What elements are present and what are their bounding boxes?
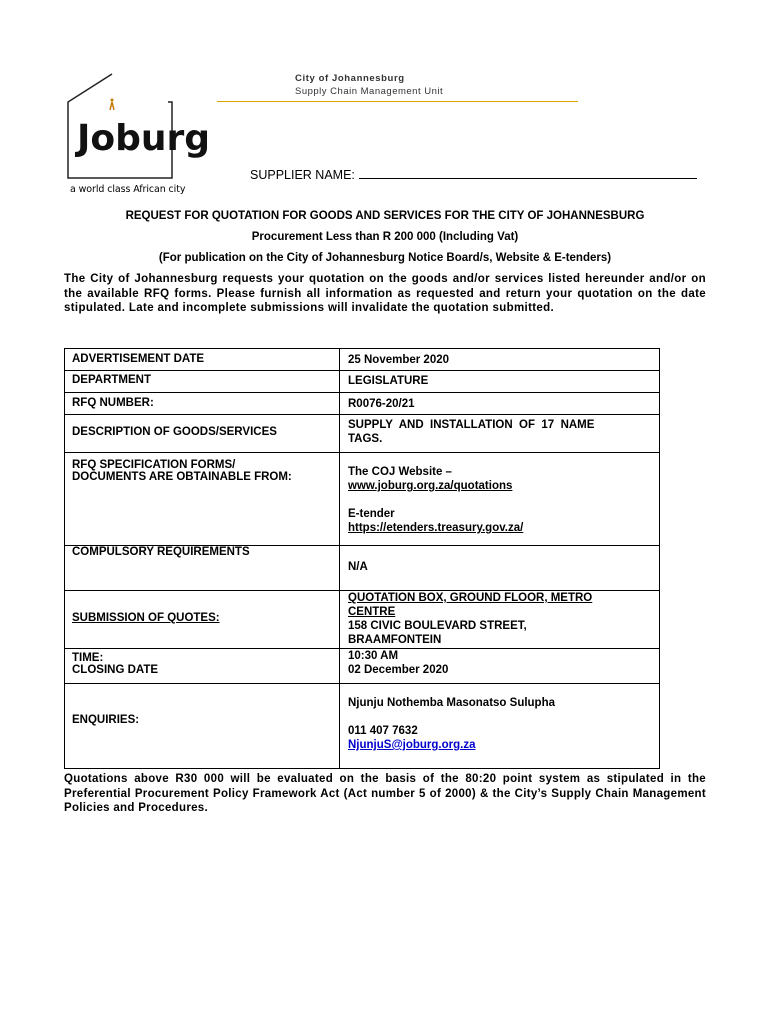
enquiries-phone: 011 407 7632 <box>348 725 418 737</box>
coj-website-link[interactable]: www.joburg.org.za/quotations <box>348 480 513 492</box>
document-title: REQUEST FOR QUOTATION FOR GOODS AND SERVICES FOR THE CITY OF JOHANNESBURG <box>125 210 645 222</box>
description-label: DESCRIPTION OF GOODS/SERVICES <box>65 415 340 452</box>
advertisement-value: 25 November 2020 <box>348 354 450 366</box>
closing-date-value: 02 December 2020 <box>348 664 449 676</box>
submission-line-3: 158 CIVIC BOULEVARD STREET, <box>348 620 527 632</box>
time-label: TIME: <box>72 652 104 664</box>
rfq-number-value: R0076-20/21 <box>348 398 415 410</box>
table-row-closing <box>65 648 659 683</box>
rfq-number-label: RFQ NUMBER: <box>65 393 340 414</box>
table-row-specification <box>65 452 659 545</box>
table-row-enquiries <box>65 683 659 768</box>
specification-label-line-1: RFQ SPECIFICATION FORMS/ <box>72 459 236 471</box>
evaluation-note: Quotations above R30 000 will be evaluated on the basis of the 80:20 point system as stipulated in the Preferential Procurement Policy Framework Act (Act number 5 of 2000) & the City’s Supply Chain Management Policies and Procedures. <box>64 773 706 814</box>
compulsory-label: COMPULSORY REQUIREMENTS <box>65 546 340 590</box>
enquiries-email-link[interactable]: NjunjuS@joburg.org.za <box>348 739 476 751</box>
supplier-name-field[interactable] <box>250 168 697 182</box>
intro-paragraph: The City of Johannesburg requests your quotation on the goods and/or services listed hereunder and/or on the available RFQ forms. Please furnish all information as requested and return your quotation on the date stipulated. Late and incomplete submissions will invalidate the quotation submitted. <box>64 273 706 314</box>
description-value <box>340 415 659 452</box>
advertisement-label: ADVERTISEMENT DATE <box>65 349 340 370</box>
submission-address <box>340 591 659 648</box>
logo-wordmark: Joburg <box>77 118 211 159</box>
submission-line-1: QUOTATION BOX, GROUND FLOOR, METRO <box>348 592 593 604</box>
submission-label: SUBMISSION OF QUOTES: <box>65 591 340 648</box>
rfq-details-table <box>64 348 660 769</box>
specification-label <box>65 453 340 545</box>
etender-link[interactable]: https://etenders.treasury.gov.za/ <box>348 522 524 534</box>
specification-value <box>340 453 659 545</box>
joburg-logo <box>60 72 211 182</box>
submission-line-4: BRAAMFONTEIN <box>348 634 442 646</box>
enquiries-label: ENQUIRIES: <box>65 684 340 768</box>
table-row-submission <box>65 590 659 648</box>
compulsory-value: N/A <box>348 561 368 573</box>
table-row-compulsory <box>65 545 659 590</box>
closing-value <box>340 649 659 683</box>
table-row-advertisement <box>65 349 659 370</box>
org-name: City of Johannesburg <box>295 73 405 84</box>
closing-date-label: CLOSING DATE <box>72 664 159 676</box>
supplier-name-label: SUPPLIER NAME: <box>250 168 355 182</box>
description-line-1: SUPPLY AND INSTALLATION OF 17 NAME <box>348 419 595 431</box>
specification-label-line-2: DOCUMENTS ARE OBTAINABLE FROM: <box>72 471 292 483</box>
department-label: DEPARTMENT <box>65 371 340 392</box>
publication-note: (For publication on the City of Johannesburg Notice Board/s, Website & E-tenders) <box>158 252 612 264</box>
procurement-subtitle: Procurement Less than R 200 000 (Including Vat) <box>251 231 519 243</box>
department-value: LEGISLATURE <box>348 375 429 387</box>
table-row-department <box>65 370 659 392</box>
logo-tagline: a world class African city <box>70 184 186 195</box>
time-value: 10:30 AM <box>348 650 399 662</box>
header-rule <box>217 101 578 102</box>
enquiries-contact-name: Njunju Nothemba Masonatso Sulupha <box>348 697 556 709</box>
joburg-logo-icon <box>60 72 211 182</box>
org-unit: Supply Chain Management Unit <box>295 86 444 97</box>
closing-label <box>65 649 340 683</box>
table-row-rfq-number <box>65 392 659 414</box>
coj-website-label: The COJ Website – <box>348 466 452 478</box>
description-line-2: TAGS. <box>348 433 383 445</box>
supplier-name-blank[interactable] <box>359 168 697 179</box>
etender-label: E-tender <box>348 508 395 520</box>
enquiries-value <box>340 684 659 768</box>
table-row-description <box>65 414 659 452</box>
submission-line-2: CENTRE <box>348 606 396 618</box>
